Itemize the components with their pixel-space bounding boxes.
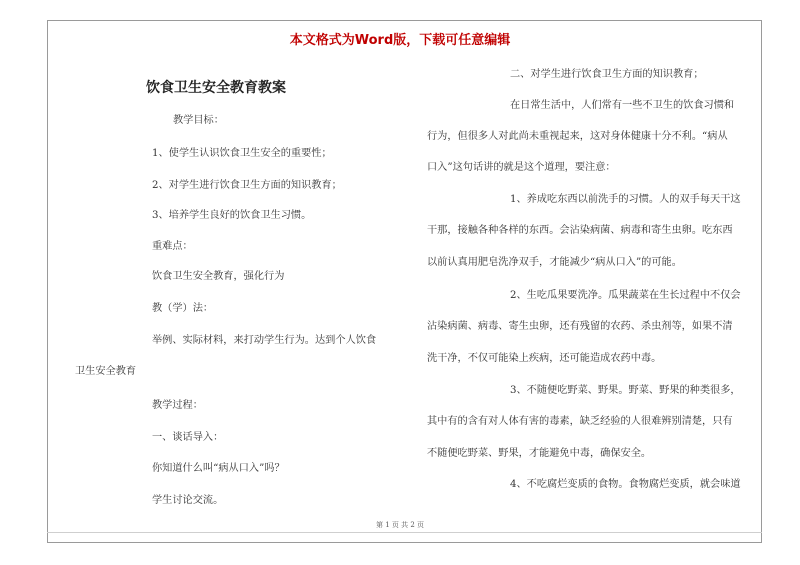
right-line: 2、生吃瓜果要洗净。瓜果蔬菜在生长过程中不仅会 [510,290,741,301]
left-line: 2、对学生进行饮食卫生方面的知识教育； [152,180,342,191]
right-line: 口入”这句话讲的就是这个道理，要注意： [427,162,616,173]
right-line: 4、不吃腐烂变质的食物。食物腐烂变质，就会味道 [510,479,741,490]
format-banner: 本文格式为Word版，下载可任意编辑 [289,33,511,48]
right-line: 在日常生活中，人们常有一些不卫生的饮食习惯和 [510,100,735,111]
right-line: 其中有的含有对人体有害的毒素，缺乏经验的人很难辨别清楚，只有 [427,416,733,427]
right-line: 二、对学生进行饮食卫生方面的知识教育； [510,69,704,80]
right-line: 洗干净，不仅可能染上疾病，还可能造成农药中毒。 [427,353,662,364]
left-line: 一、谈话导入： [152,432,224,443]
document-title: 饮食卫生安全教育教案 [146,80,286,96]
right-line: 不随便吃野菜、野果，才能避免中毒，确保安全。 [427,448,652,459]
right-line: 行为，但很多人对此尚未重视起来，这对身体健康十分不利。“病从 [427,131,728,142]
left-line: 3、培养学生良好的饮食卫生习惯。 [152,210,312,221]
page-number-footer: 第 1 页 共 2 页 [375,521,425,529]
right-line: 沾染病菌、病毒、寄生虫卵，还有残留的农药、杀虫剂等，如果不清 [427,321,733,332]
left-line: 教学过程： [152,400,203,411]
left-line: 卫生安全教育 [75,366,137,377]
left-line: 举例、实际材料，来打动学生行为。达到个人饮食 [152,335,377,346]
left-line: 饮食卫生安全教育，强化行为 [152,271,285,282]
left-line: 教学目标： [173,115,224,126]
left-line: 1、使学生认识饮食卫生安全的重要性； [152,148,332,159]
left-line: 学生讨论交流。 [152,495,224,506]
right-line: 3、不随便吃野菜、野果。野菜、野果的种类很多， [510,385,741,396]
left-line: 重难点： [152,241,193,252]
right-line: 1、养成吃东西以前洗手的习惯。人的双手每天干这 [510,194,741,205]
left-line: 你知道什么叫“病从口入”吗？ [152,463,285,474]
left-line: 教（学）法： [152,303,214,314]
right-line: 以前认真用肥皂洗净双手，才能减少“病从口入”的可能。 [427,257,682,268]
right-line: 干那，接触各种各样的东西。会沾染病菌、病毒和寄生虫卵。吃东西 [427,225,733,236]
footer-divider [47,532,762,533]
